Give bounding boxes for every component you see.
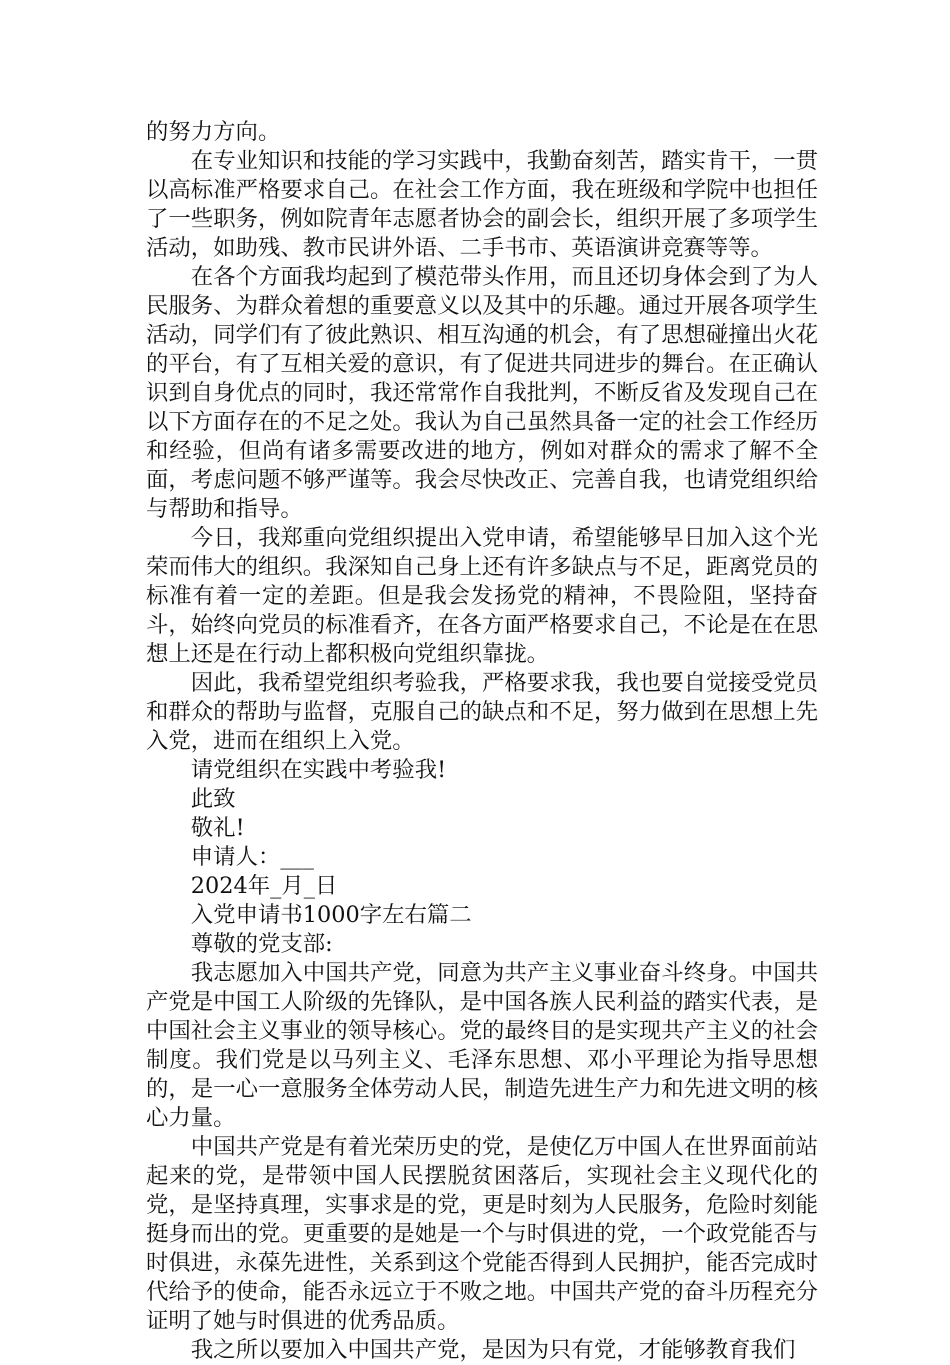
closing-request: 请党组织在实践中考验我! <box>190 757 447 783</box>
paragraph-8: 我之所以要加入中国共产党，是因为只有党，才能够教育我们 <box>190 1337 796 1363</box>
paragraph-5: 因此，我希望党组织考验我，严格要求我，我也要自觉接受党员和群众的帮助与监督，克服自己的缺点和不足，努力做到在思想上先入党，进而在组织上入党。 <box>146 670 818 754</box>
section-title: 入党申请书1000字左右篇二 <box>190 902 472 928</box>
paragraph-4: 今日，我郑重向党组织提出入党申请，希望能够早日加入这个光荣而伟大的组织。我深知自己身上还有许多缺点与不足，距离党员的标准有着一定的差距。但是我会发扬党的精神，不畏险阻，坚持奋斗，始终向党员的标准看齐，在各方面严格要求自己，不论是在在思想上还是在行动上都积极向党组织靠拢。 <box>146 525 818 667</box>
greeting-line: 尊敬的党支部: <box>190 931 333 957</box>
date-line: 2024年_月_日 <box>190 873 338 899</box>
paragraph-1: 的努力方向。 <box>146 119 281 145</box>
applicant-line: 申请人：___ <box>190 844 314 870</box>
paragraph-7: 中国共产党是有着光荣历史的党，是使亿万中国人在世界面前站起来的党，是带领中国人民摆脱贫困落后，实现社会主义现代化的党，是坚持真理，实事求是的党，更是时刻为人民服务，危险时刻能挺身而出的党。更重要的是她是一个与时俱进的党，一个政党能否与时俱进，永葆先进性，关系到这个党能否得到人民拥护，能否完成时代给予的使命，能否永远立于不败之地。中国共产党的奋斗历程充分证明了她与时俱进的优秀品质。 <box>146 1134 818 1334</box>
salutation-jingli: 敬礼! <box>190 815 245 841</box>
salutation-cizhi: 此致 <box>190 786 236 812</box>
document-page <box>146 118 818 1365</box>
paragraph-2: 在专业知识和技能的学习实践中，我勤奋刻苦，踏实肯干，一贯以高标准严格要求自己。在社会工作方面，我在班级和学院中也担任了一些职务，例如院青年志愿者协会的副会长，组织开展了多项学生活动，如助残、教市民讲外语、二手书市、英语演讲竞赛等等。 <box>146 148 818 261</box>
paragraph-6: 我志愿加入中国共产党，同意为共产主义事业奋斗终身。中国共产党是中国工人阶级的先锋队，是中国各族人民利益的踏实代表，是中国社会主义事业的领导核心。党的最终目的是实现共产主义的社会制度。我们党是以马列主义、毛泽东思想、邓小平理论为指导思想的，是一心一意服务全体劳动人民，制造先进生产力和先进文明的核心力量。 <box>146 960 818 1131</box>
paragraph-3: 在各个方面我均起到了模范带头作用，而且还切身体会到了为人民服务、为群众着想的重要意义以及其中的乐趣。通过开展各项学生活动，同学们有了彼此熟识、相互沟通的机会，有了思想碰撞出火花的平台，有了互相关爱的意识，有了促进共同进步的舞台。在正确认识到自身优点的同时，我还常常作自我批判，不断反省及发现自己在以下方面存在的不足之处。我认为自己虽然具备一定的社会工作经历和经验，但尚有诸多需要改进的地方，例如对群众的需求了解不全面，考虑问题不够严谨等。我会尽快改正、完善自我，也请党组织给与帮助和指导。 <box>146 264 818 522</box>
